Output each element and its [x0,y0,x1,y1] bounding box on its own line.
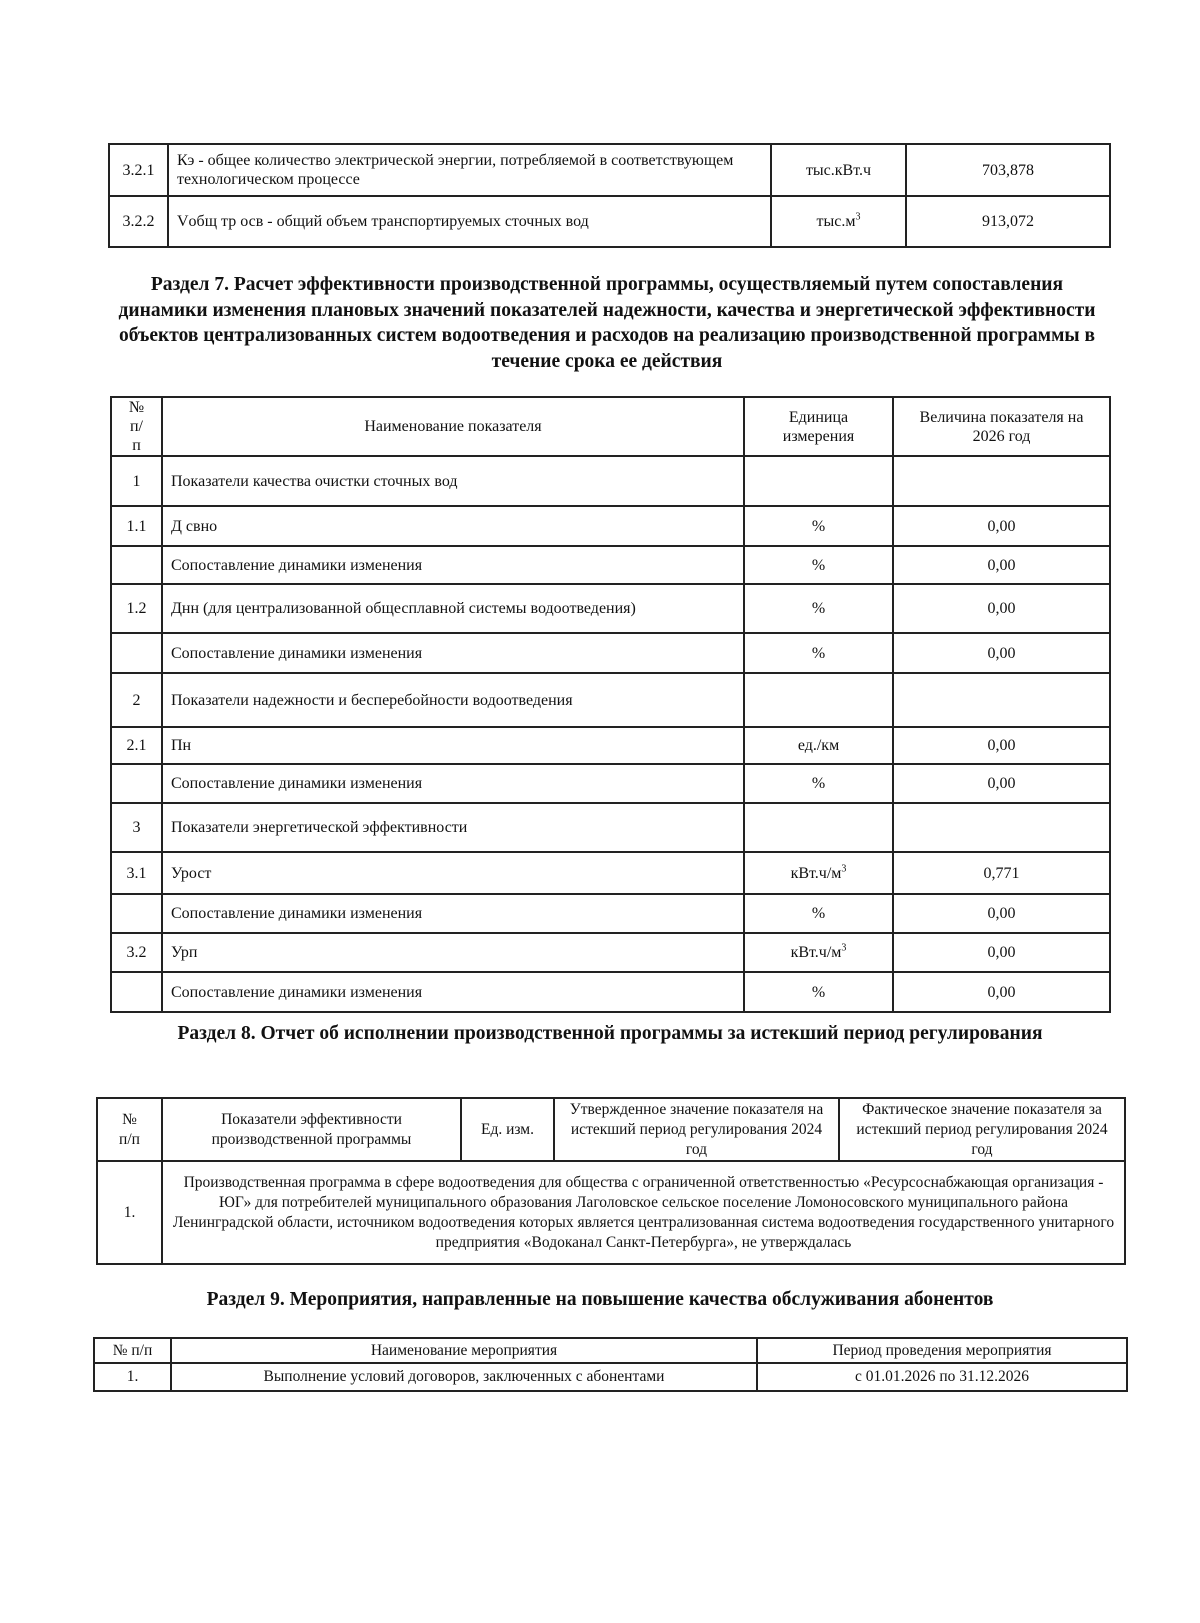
table-row [111,933,1110,972]
row-name-text: Показатели надежности и бесперебойности водоотведения [171,691,573,709]
row-value [906,144,1110,196]
row-name [162,546,744,584]
row-value-text: 0,00 [987,644,1016,662]
row-unit-text: кВт.ч/м [790,944,842,961]
row-unit-text: % [811,556,826,574]
header-actual: Фактическое значение показателя за истекший период регулирования 2024 год [839,1098,1125,1161]
row-num-text: 1.1 [126,517,147,535]
row-name [162,764,744,803]
row-name-text: Vобщ тр осв - общий объем транспортируемых сточных вод [177,213,589,230]
row-num-text: 1 [132,472,141,490]
row-value [893,803,1110,852]
header-name: Наименование мероприятия [171,1338,757,1363]
row-value [893,456,1110,506]
table-row [111,456,1110,506]
row-unit [744,972,893,1012]
table-row [111,673,1110,727]
unit-superscript: 3 [841,863,847,875]
header-period: Период проведения мероприятия [757,1338,1127,1363]
unit-superscript: 3 [855,211,861,223]
row-value-text: 0,00 [987,600,1016,617]
row-num [109,144,168,196]
row-num [111,727,162,764]
row-value [893,633,1110,673]
row-unit [771,196,906,247]
row-name [162,506,744,546]
row-unit-text: % [811,983,826,1001]
row-num [109,196,168,247]
row-value [893,852,1110,894]
row-value [893,894,1110,933]
table-row [111,972,1110,1012]
table-row [111,803,1110,852]
table-row [111,894,1110,933]
row-num-text: 3.1 [126,864,147,882]
row-name [162,803,744,852]
row-name [162,972,744,1012]
row-text: Производственная программа в сфере водоотведения для общества с ограниченной ответственностью «Ресурсоснабжающая организация - ЮГ» для потребителей муниципального образования Лаголовское сельское поселение Ломоносовского муниципального района Ленинградской области, источником водоотведения которых является централизованная система водоотведения государственного унитарного предприятия «Водоканал Санкт-Петербурга», не утверждалась [162,1161,1125,1264]
row-name-text: Днн (для централизованной общесплавной системы водоотведения) [171,600,636,617]
row-name [162,673,744,727]
row-num [111,764,162,803]
section7-table [110,396,1111,1013]
header-name: Показатели эффективности производственной программы [162,1098,461,1161]
header-unit: Ед. изм. [461,1098,554,1161]
row-unit-text: % [811,905,826,922]
row-num [111,972,162,1012]
row-name-text: Сопоставление динамики изменения [171,556,423,574]
section9-table [93,1337,1128,1392]
row-unit [744,633,893,673]
section8-title: Раздел 8. Отчет об исполнении производственной программы за истекший период регулирования [177,1023,1043,1044]
row-num [111,894,162,933]
row-name-text: Урост [171,864,212,882]
row-name [162,727,744,764]
row-name [162,584,744,633]
row-value-text: 0,00 [987,983,1016,1001]
row-unit [744,933,893,972]
row-unit [744,764,893,803]
table-row [109,144,1110,196]
table-row [109,196,1110,247]
table-row [111,546,1110,584]
row-unit [744,546,893,584]
row-num [111,506,162,546]
table-row [111,764,1110,803]
table-row [111,633,1110,673]
row-name [168,196,771,247]
energy-table [108,143,1111,248]
section7-title: Раздел 7. Расчет эффективности производственной программы, осуществляемый путем сопоставления динамики изменения плановых значений показателей надежности, качества и энергетической эффективности объектов централизованных систем водоотведения и расходов на реализацию производственной программы в течение срока ее действия [118,274,1096,372]
row-name [162,933,744,972]
row-num-text: 3.2 [126,944,147,961]
row-num-text: 2.1 [126,737,147,754]
row-value-text: 0,00 [987,944,1016,961]
header-approved: Утвержденное значение показателя на истекший период регулирования 2024 год [554,1098,839,1161]
header-name: Наименование показателя [162,397,744,456]
row-unit [744,456,893,506]
row-unit-text: % [811,644,826,662]
header-num: № п/п [97,1098,162,1161]
row-unit-text: ед./км [797,737,840,754]
row-value-text: 0,00 [987,737,1016,754]
row-num [111,673,162,727]
row-value-text: 703,878 [982,161,1034,179]
row-num [111,633,162,673]
row-num [111,456,162,506]
row-value [893,764,1110,803]
row-name-text: Кэ - общее количество электрической энергии, потребляемой в соответствующем технологическом процессе [177,152,734,188]
section9-title: Раздел 9. Мероприятия, направленные на повышение качества обслуживания абонентов [206,1289,994,1310]
table-row [97,1161,1125,1264]
row-unit-text: тыс.кВт.ч [805,161,872,179]
row-name-text: Показатели качества очистки сточных вод [171,472,458,490]
row-name-text: Сопоставление динамики изменения [171,905,423,922]
row-num [111,584,162,633]
header-num: № п/п [111,397,162,456]
row-value [893,506,1110,546]
row-value [893,727,1110,764]
row-num: 1. [94,1363,171,1391]
table-row [94,1363,1127,1391]
header-value: Величина показателя на 2026 год [893,397,1110,456]
row-num-text: 3.2.2 [122,213,155,230]
row-num [111,852,162,894]
row-unit [744,803,893,852]
row-unit-text: % [811,517,826,535]
row-name-text: Показатели энергетической эффективности [171,819,468,836]
row-value [906,196,1110,247]
row-num-text: 3.2.1 [122,161,155,179]
row-name [162,852,744,894]
row-num-text: 1.2 [126,600,147,617]
unit-superscript: 3 [841,942,847,954]
row-unit [744,506,893,546]
row-value [893,546,1110,584]
row-unit-text: % [811,775,826,792]
row-value [893,673,1110,727]
row-unit [744,894,893,933]
row-name: Выполнение условий договоров, заключенных с абонентами [171,1363,757,1391]
row-period: с 01.01.2026 по 31.12.2026 [757,1363,1127,1391]
table-row [111,852,1110,894]
header-num: № п/п [94,1338,171,1363]
row-name-text: Сопоставление динамики изменения [171,644,423,662]
row-value-text: 0,771 [983,864,1020,882]
row-num-text: 2 [132,691,141,709]
row-unit-text: тыс.м [816,213,856,230]
row-name [162,633,744,673]
row-value [893,972,1110,1012]
table-row [111,727,1110,764]
row-name-text: Д свно [171,517,218,535]
row-name [168,144,771,196]
row-num [111,803,162,852]
row-value-text: 0,00 [987,517,1016,535]
row-num-text: 3 [132,819,141,836]
row-unit [744,584,893,633]
table-row [111,584,1110,633]
row-value-text: 0,00 [987,556,1016,574]
row-unit [744,673,893,727]
row-value [893,933,1110,972]
row-value [893,584,1110,633]
row-num [111,933,162,972]
row-name [162,894,744,933]
row-unit-text: кВт.ч/м [790,864,842,882]
row-unit [744,727,893,764]
row-name-text: Сопоставление динамики изменения [171,775,423,792]
row-num: 1. [97,1161,162,1264]
table-row [111,506,1110,546]
row-name [162,456,744,506]
row-unit-text: % [811,600,826,617]
row-value-text: 913,072 [982,213,1034,230]
header-unit: Единица измерения [744,397,893,456]
section8-table [96,1097,1126,1265]
row-num [111,546,162,584]
row-value-text: 0,00 [987,775,1016,792]
row-unit [771,144,906,196]
row-name-text: Пн [171,737,192,754]
row-value-text: 0,00 [987,905,1016,922]
row-name-text: Урп [171,944,198,961]
row-unit [744,852,893,894]
row-name-text: Сопоставление динамики изменения [171,983,423,1001]
